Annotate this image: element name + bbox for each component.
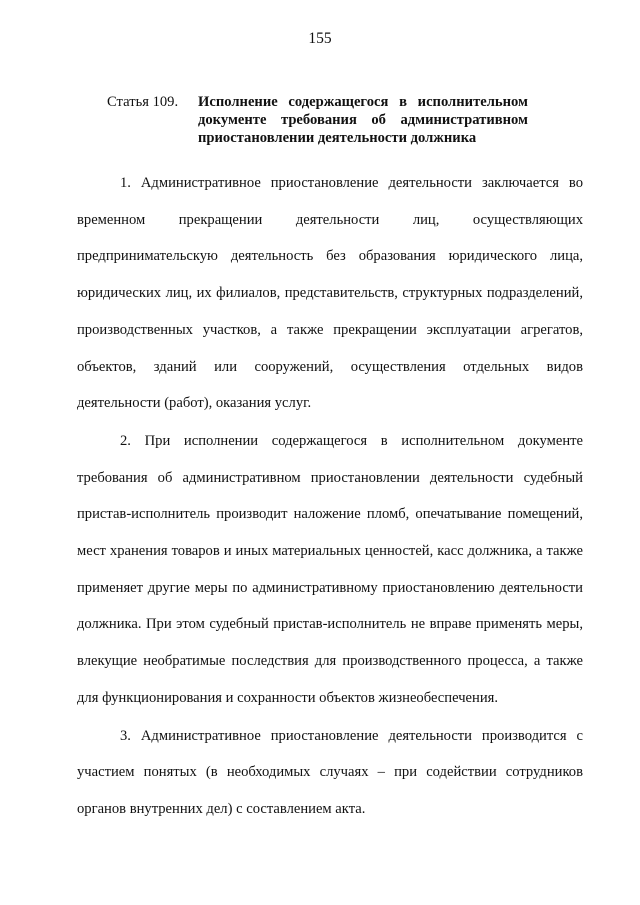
paragraph-1: 1. Административное приостановление деятельности заключается во временном прекращении деятельности лиц, осуществляющих предпринимательскую деятельность без образования юридического лица, юридических лиц, их филиалов, представительств, структурных подразделений, производственных участков, а также прекращении эксплуатации агрегатов, объектов, зданий или сооружений, осуществления отдельных видов деятельности (работ), оказания услуг.: [77, 175, 583, 412]
paragraph-2: 2. При исполнении содержащегося в исполнительном документе требования об административном приостановлении деятельности судебный пристав-исполнитель производит наложение пломб, опечатывание помещений, мест хранения товаров и иных материальных ценностей, касс должника, а также применяет другие меры по административному приостановлению деятельности должника. При этом судебный пристав-исполнитель не вправе применять меры, влекущие необратимые последствия для производственного процесса, а также для функционирования и сохранности объектов жизнеобеспечения.: [77, 432, 583, 706]
paragraph-3: 3. Административное приостановление деятельности производится с участием понятых (в необходимых случаях – при содействии сотрудников органов внутренних дел) с составлением акта.: [77, 727, 583, 817]
article-body: [77, 165, 583, 828]
article-title: Исполнение содержащегося в исполнительном документе требования об административном приостановлении деятельности должника: [198, 94, 528, 146]
page-number: 155: [308, 30, 332, 47]
article-label: Статья 109.: [107, 94, 179, 110]
